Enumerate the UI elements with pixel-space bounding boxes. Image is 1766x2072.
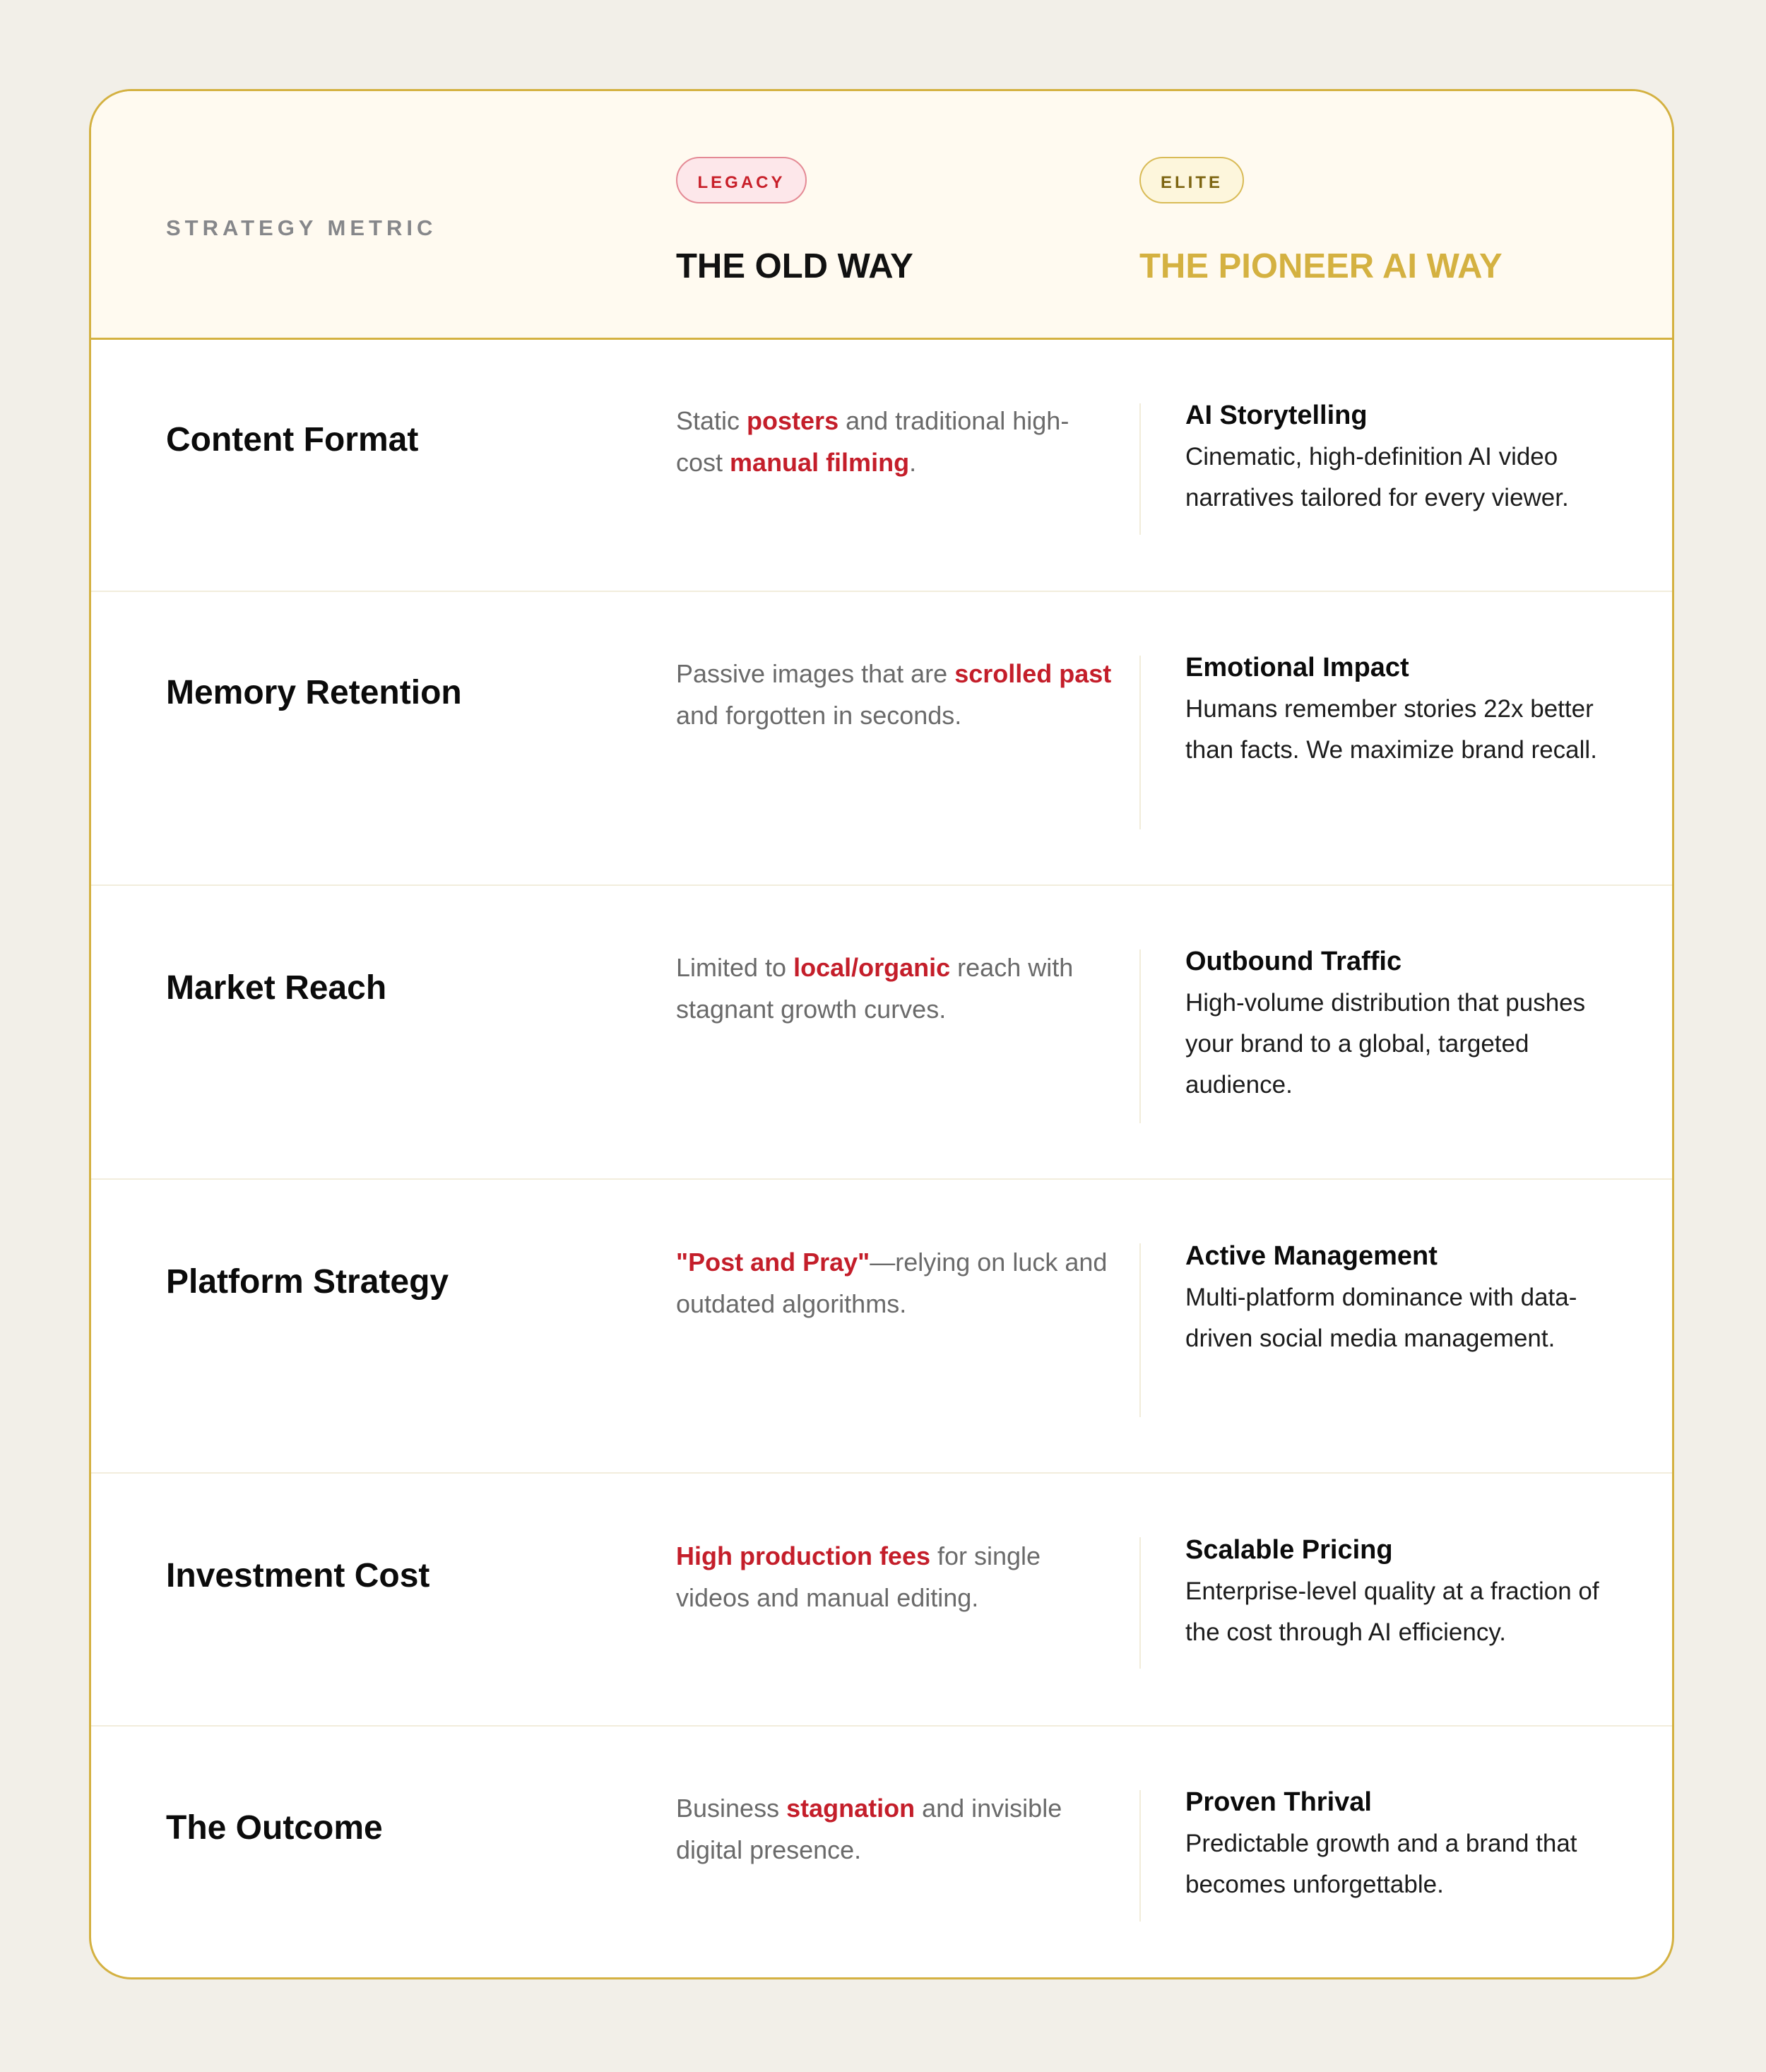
pioneer-way-title: Scalable Pricing (1185, 1535, 1393, 1565)
highlight: High production fees (676, 1541, 930, 1570)
table-row-platform-strategy (91, 1180, 1672, 1474)
pioneer-way-title: AI Storytelling (1185, 401, 1368, 430)
highlight: stagnation (786, 1794, 915, 1823)
old-way-title: THE OLD WAY (676, 247, 913, 285)
pioneer-way-block (1185, 653, 1630, 771)
pioneer-way-title: Active Management (1185, 1241, 1438, 1271)
pioneer-way-title: Proven Thrival (1185, 1787, 1372, 1817)
pioneer-ai-way-title: THE PIONEER AI WAY (1139, 247, 1503, 285)
pioneer-way-block (1185, 1241, 1630, 1359)
legacy-badge: LEGACY (676, 157, 807, 203)
pioneer-way-description: High-volume distribution that pushes your brand to a global, targeted audience. (1185, 989, 1586, 1099)
pioneer-way-description: Humans remember stories 22x better than facts. We maximize brand recall. (1185, 695, 1597, 764)
old-way-description: Passive images that are scrolled past and forgotten in seconds. (676, 659, 1112, 730)
pioneer-way-description: Multi-platform dominance with data-driven social media management. (1185, 1284, 1577, 1352)
old-way-description: Static posters and traditional high-cost manual filming. (676, 406, 1069, 477)
highlight: manual filming (730, 448, 910, 477)
row-metric: Content Format (166, 421, 419, 458)
column-divider (1139, 1243, 1141, 1417)
row-metric: Platform Strategy (166, 1263, 449, 1301)
table-row-the-outcome (91, 1727, 1672, 1979)
comparison-card (89, 89, 1674, 1979)
highlight: "Post and Pray" (676, 1248, 870, 1277)
pioneer-way-description: Enterprise-level quality at a fraction of the cost through AI efficiency. (1185, 1577, 1599, 1646)
column-divider (1139, 1537, 1141, 1669)
old-way-description: Limited to local/organic reach with stagnant growth curves. (676, 953, 1074, 1024)
highlight: local/organic (793, 953, 951, 982)
row-metric: Memory Retention (166, 674, 462, 711)
row-metric: The Outcome (166, 1809, 383, 1847)
pioneer-way-title: Outbound Traffic (1185, 947, 1402, 976)
row-metric: Investment Cost (166, 1557, 430, 1594)
column-divider (1139, 403, 1141, 535)
table-header (91, 91, 1672, 340)
column-divider (1139, 656, 1141, 829)
table-row-investment-cost (91, 1474, 1672, 1727)
pioneer-way-block (1185, 947, 1630, 1106)
column-divider (1139, 949, 1141, 1123)
old-way-description: High production fees for single videos and manual editing. (676, 1541, 1041, 1612)
strategy-metric-label: STRATEGY METRIC (166, 215, 437, 240)
highlight: posters (747, 406, 839, 435)
elite-badge: ELITE (1139, 157, 1244, 203)
pioneer-way-description: Cinematic, high-definition AI video narratives tailored for every viewer. (1185, 443, 1569, 511)
pioneer-way-block (1185, 401, 1630, 519)
pioneer-way-title: Emotional Impact (1185, 653, 1409, 682)
column-divider (1139, 1790, 1141, 1922)
pioneer-way-description: Predictable growth and a brand that becomes unforgettable. (1185, 1830, 1577, 1898)
old-way-description: "Post and Pray"—relying on luck and outdated algorithms. (676, 1248, 1108, 1318)
row-metric: Market Reach (166, 969, 387, 1007)
table-row-content-format (91, 340, 1672, 592)
pioneer-way-block (1185, 1787, 1630, 1905)
old-way-description: Business stagnation and invisible digital presence. (676, 1794, 1062, 1864)
highlight: scrolled past (954, 659, 1112, 688)
table-row-market-reach (91, 886, 1672, 1180)
table-row-memory-retention (91, 592, 1672, 886)
pioneer-way-block (1185, 1535, 1630, 1653)
